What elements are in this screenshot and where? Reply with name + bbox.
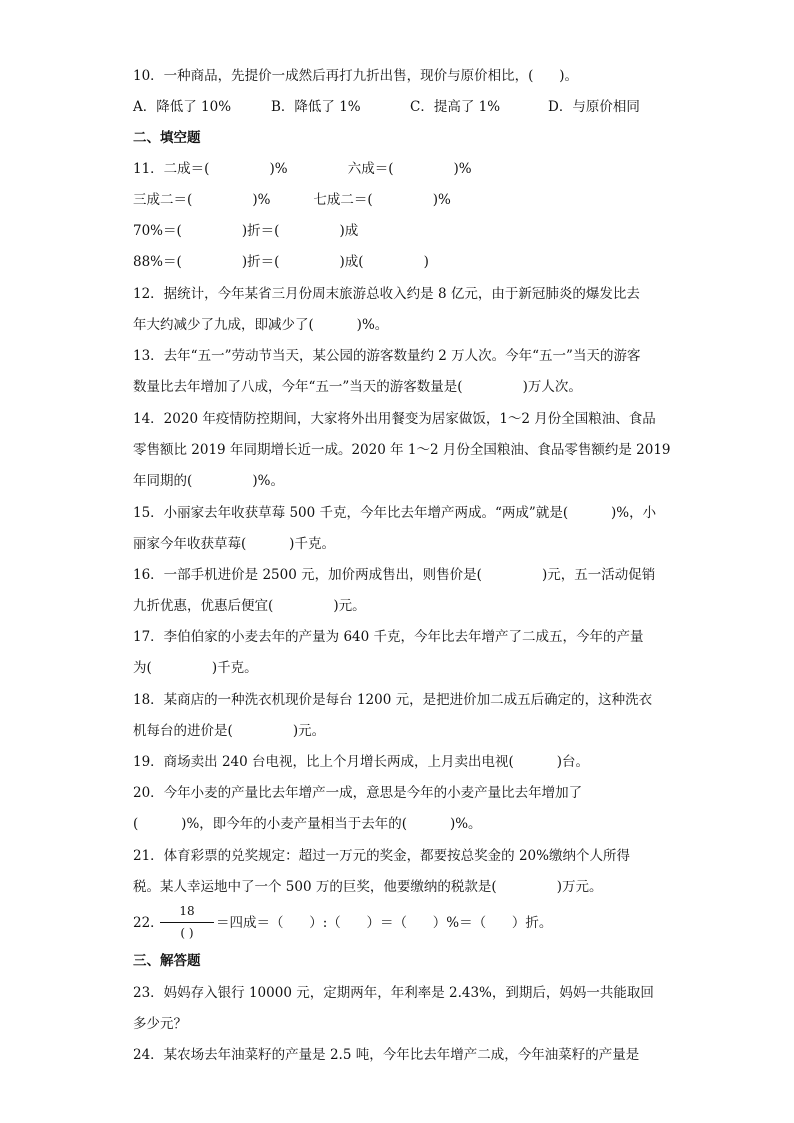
question-line: 九折优惠，优惠后便宜( )元。 bbox=[133, 598, 366, 614]
question-number: 22． bbox=[133, 915, 164, 931]
question-line: 年大约减少了九成，即减少了( )%。 bbox=[133, 317, 389, 333]
question-line: 18．某商店的一种洗衣机现价是每台 1200 元，是把进价加二成五后确定的，这种洗衣 bbox=[133, 692, 653, 708]
option-a: A．降低了 10% bbox=[133, 99, 232, 115]
question-line: 15．小丽家去年收获草莓 500 千克，今年比去年增产两成。“两成”就是( )%，小 bbox=[133, 505, 657, 521]
fraction-denominator: ( ) bbox=[180, 926, 194, 940]
question-line: 12．据统计，今年某省三月份周末旅游总收入约是 8 亿元，由于新冠肺炎的爆发比去 bbox=[133, 286, 640, 302]
question-line: 24．某农场去年油菜籽的产量是 2.5 吨，今年比去年增产二成，今年油菜籽的产量是 bbox=[133, 1047, 640, 1063]
question-line: 数量比去年增加了八成，今年“五一”当天的游客数量是( )万人次。 bbox=[133, 379, 582, 395]
question-line: 零售额比 2019 年同期增长近一成。2020 年 1～2 月份全国粮油、食品零售额约是 2019 bbox=[133, 442, 671, 458]
question-line: 机每台的进价是( )元。 bbox=[133, 723, 326, 739]
section-heading-solve: 三、解答题 bbox=[133, 953, 201, 969]
question-stem: 10．一种商品，先提价一成然后再打九折出售，现价与原价相比，( )。 bbox=[133, 68, 578, 84]
fraction bbox=[160, 903, 214, 943]
question-line: 16．一部手机进价是 2500 元，加价两成售出，则售价是( )元，五一活动促销 bbox=[133, 567, 656, 583]
question-line: 21．体育彩票的兑奖规定：超过一万元的奖金，都要按总奖金的 20%缴纳个人所得 bbox=[133, 848, 630, 864]
section-heading-fill-in: 二、填空题 bbox=[133, 130, 201, 146]
option-b: B．降低了 1% bbox=[271, 99, 361, 115]
question-line: 丽家今年收获草莓( )千克。 bbox=[133, 536, 335, 552]
option-c: C．提高了 1% bbox=[410, 99, 501, 115]
question-line: 17．李伯伯家的小麦去年的产量为 640 千克，今年比去年增产了二成五，今年的产量 bbox=[133, 629, 644, 645]
fraction-bar bbox=[160, 922, 214, 923]
question-line: 20．今年小麦的产量比去年增产一成，意思是今年的小麦产量比去年增加了 bbox=[133, 785, 583, 801]
question-line: 70%＝( )折＝( )成 bbox=[133, 223, 359, 239]
question-line: 14．2020 年疫情防控期间，大家将外出用餐变为居家做饭，1～2 月份全国粮油、食品 bbox=[133, 411, 656, 427]
question-line: ＝四成＝（ ）:（ ）＝（ ）%＝（ ）折。 bbox=[216, 915, 553, 931]
question-line: 多少元？ bbox=[133, 1016, 187, 1032]
fraction-numerator: 18 bbox=[179, 904, 195, 918]
question-line: ( )%，即今年的小麦产量相当于去年的( )%。 bbox=[133, 816, 482, 832]
question-line: 23．妈妈存入银行 10000 元，定期两年，年利率是 2.43%，到期后，妈妈一共能取回 bbox=[133, 985, 654, 1001]
question-line: 年同期的( )%。 bbox=[133, 473, 284, 489]
question-line: 为( )千克。 bbox=[133, 660, 258, 676]
question-line: 税。某人幸运地中了一个 500 万的巨奖，他要缴纳的税款是( )万元。 bbox=[133, 879, 603, 895]
option-d: D．与原价相同 bbox=[548, 99, 640, 115]
question-line: 三成二＝( )% 七成二＝( )% bbox=[133, 192, 451, 208]
question-line: 13．去年“五一”劳动节当天，某公园的游客数量约 2 万人次。今年“五一”当天的游客 bbox=[133, 348, 641, 364]
question-line: 19．商场卖出 240 台电视，比上个月增长两成，上月卖出电视( )台。 bbox=[133, 754, 589, 770]
question-line: 88%＝( )折＝( )成( ) bbox=[133, 254, 429, 270]
question-line: 11．二成＝( )% 六成＝( )% bbox=[133, 161, 472, 177]
